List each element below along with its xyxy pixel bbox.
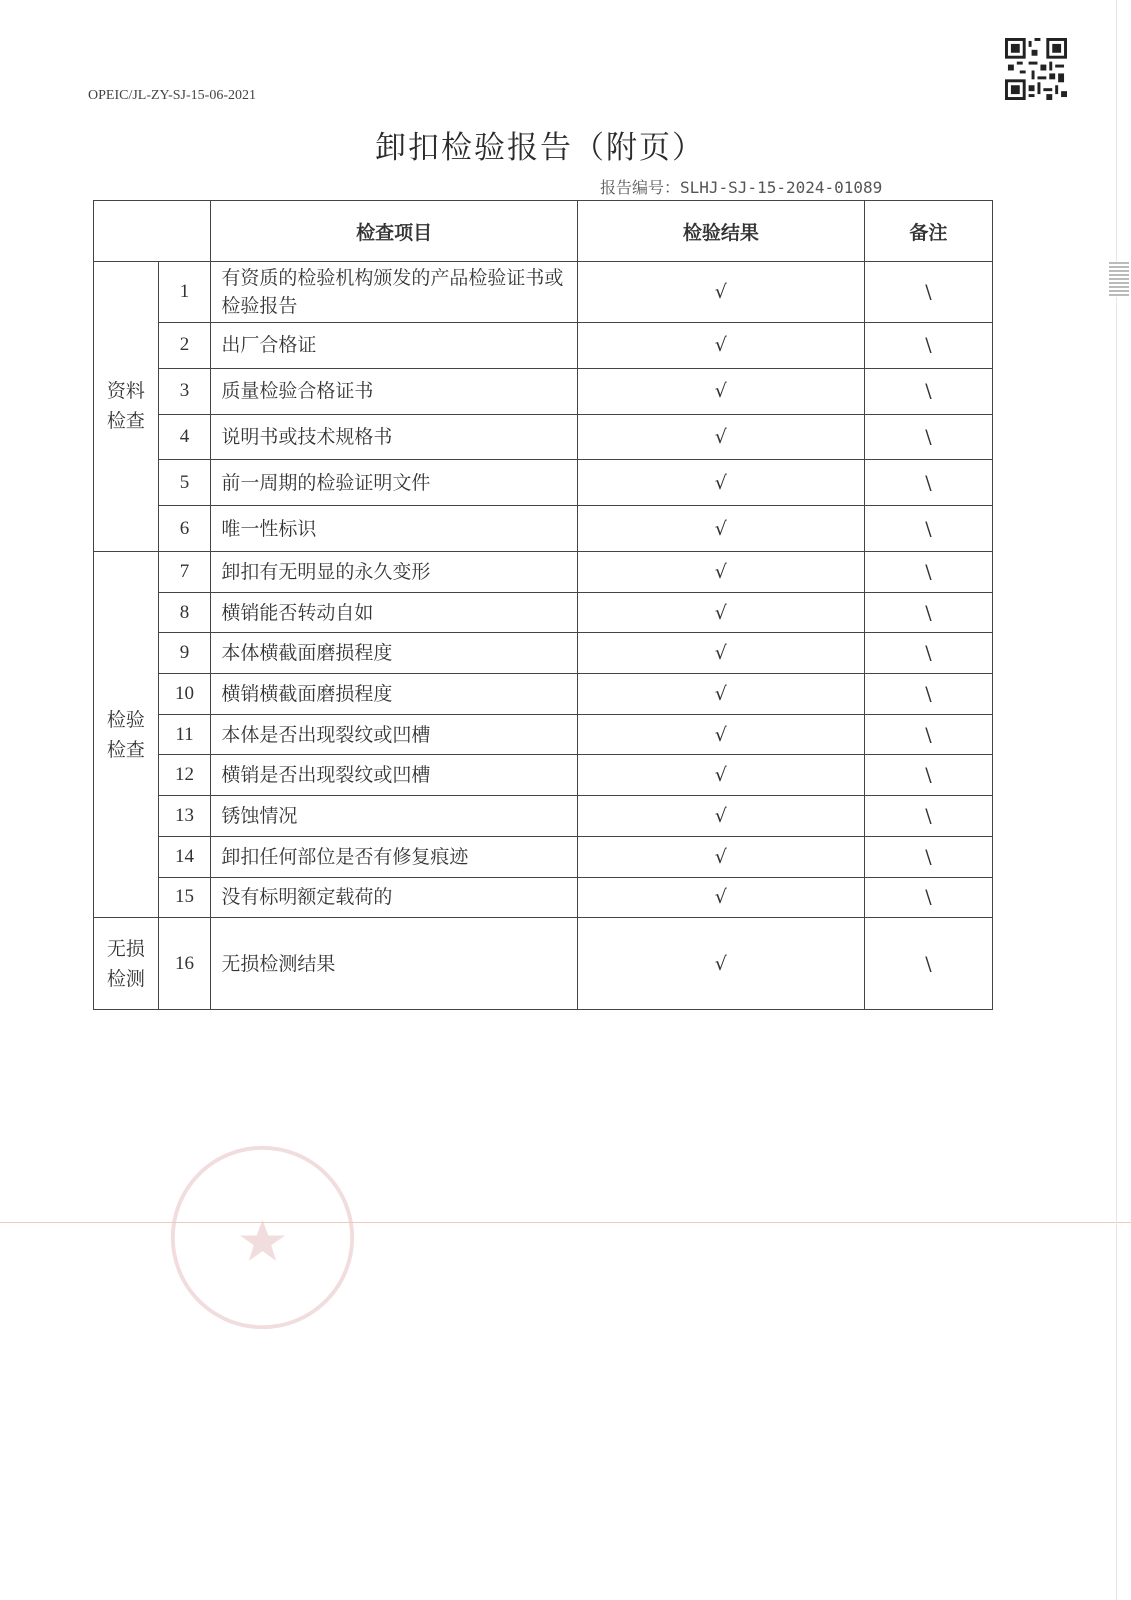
table-row bbox=[94, 368, 993, 414]
row-item: 横销是否出现裂纹或凹槽 bbox=[211, 755, 577, 796]
table-body bbox=[94, 262, 993, 1010]
page-edge bbox=[1116, 0, 1131, 1600]
row-note: \ bbox=[864, 714, 992, 755]
row-number: 11 bbox=[158, 714, 211, 755]
table-row bbox=[94, 796, 993, 837]
row-result: √ bbox=[577, 633, 864, 674]
row-result: √ bbox=[577, 551, 864, 592]
table-row bbox=[94, 755, 993, 796]
row-number: 8 bbox=[158, 592, 211, 633]
category-label: 资料 检查 bbox=[94, 262, 159, 552]
row-result: √ bbox=[577, 460, 864, 506]
row-number: 14 bbox=[158, 836, 211, 877]
row-note: \ bbox=[864, 368, 992, 414]
row-note: \ bbox=[864, 755, 992, 796]
row-number: 9 bbox=[158, 633, 211, 674]
row-item: 质量检验合格证书 bbox=[211, 368, 577, 414]
table-row bbox=[94, 551, 993, 592]
row-number: 4 bbox=[158, 414, 211, 460]
header-item: 检查项目 bbox=[211, 201, 577, 262]
row-item: 锈蚀情况 bbox=[211, 796, 577, 837]
header-corner-cell bbox=[94, 201, 211, 262]
official-seal-stamp bbox=[165, 1140, 360, 1335]
row-note: \ bbox=[864, 506, 992, 552]
category-label: 检验 检查 bbox=[94, 551, 159, 917]
row-result: √ bbox=[577, 796, 864, 837]
row-note: \ bbox=[864, 796, 992, 837]
row-note: \ bbox=[864, 633, 992, 674]
row-number: 1 bbox=[158, 262, 211, 323]
inspection-table bbox=[93, 200, 993, 1010]
row-note: \ bbox=[864, 877, 992, 918]
row-result: √ bbox=[577, 506, 864, 552]
row-item: 前一周期的检验证明文件 bbox=[211, 460, 577, 506]
row-note: \ bbox=[864, 918, 992, 1010]
row-result: √ bbox=[577, 262, 864, 323]
scan-edge-mark bbox=[1109, 262, 1129, 297]
row-item: 本体横截面磨损程度 bbox=[211, 633, 577, 674]
category-label: 无损 检测 bbox=[94, 918, 159, 1010]
row-note: \ bbox=[864, 323, 992, 369]
row-result: √ bbox=[577, 414, 864, 460]
row-item: 卸扣有无明显的永久变形 bbox=[211, 551, 577, 592]
row-item: 横销能否转动自如 bbox=[211, 592, 577, 633]
table-row bbox=[94, 460, 993, 506]
table-row bbox=[94, 323, 993, 369]
table-row bbox=[94, 674, 993, 715]
row-item: 无损检测结果 bbox=[211, 918, 577, 1010]
row-number: 13 bbox=[158, 796, 211, 837]
row-number: 10 bbox=[158, 674, 211, 715]
table-row bbox=[94, 877, 993, 918]
row-result: √ bbox=[577, 323, 864, 369]
row-note: \ bbox=[864, 460, 992, 506]
row-number: 12 bbox=[158, 755, 211, 796]
row-number: 6 bbox=[158, 506, 211, 552]
row-result: √ bbox=[577, 368, 864, 414]
row-note: \ bbox=[864, 592, 992, 633]
table-row bbox=[94, 262, 993, 323]
table-row bbox=[94, 633, 993, 674]
header-note: 备注 bbox=[864, 201, 992, 262]
table-header-row bbox=[94, 201, 993, 262]
row-number: 7 bbox=[158, 551, 211, 592]
form-code: OPEIC/JL-ZY-SJ-15-06-2021 bbox=[88, 88, 256, 103]
row-note: \ bbox=[864, 836, 992, 877]
row-number: 16 bbox=[158, 918, 211, 1010]
row-item: 没有标明额定载荷的 bbox=[211, 877, 577, 918]
row-item: 出厂合格证 bbox=[211, 323, 577, 369]
row-result: √ bbox=[577, 674, 864, 715]
row-note: \ bbox=[864, 551, 992, 592]
row-item: 有资质的检验机构颁发的产品检验证书或检验报告 bbox=[211, 262, 577, 323]
row-result: √ bbox=[577, 592, 864, 633]
page-title: 卸扣检验报告（附页） bbox=[375, 130, 705, 166]
row-item: 说明书或技术规格书 bbox=[211, 414, 577, 460]
row-result: √ bbox=[577, 877, 864, 918]
table-row bbox=[94, 918, 993, 1010]
table-row bbox=[94, 714, 993, 755]
inspection-table-wrap bbox=[93, 200, 993, 1010]
row-number: 2 bbox=[158, 323, 211, 369]
table-row bbox=[94, 414, 993, 460]
row-item: 本体是否出现裂纹或凹槽 bbox=[211, 714, 577, 755]
row-item: 唯一性标识 bbox=[211, 506, 577, 552]
row-item: 横销横截面磨损程度 bbox=[211, 674, 577, 715]
row-note: \ bbox=[864, 674, 992, 715]
qr-code-icon bbox=[1005, 38, 1067, 100]
row-number: 5 bbox=[158, 460, 211, 506]
header-result: 检验结果 bbox=[577, 201, 864, 262]
row-result: √ bbox=[577, 918, 864, 1010]
table-row bbox=[94, 506, 993, 552]
row-result: √ bbox=[577, 836, 864, 877]
row-result: √ bbox=[577, 755, 864, 796]
row-number: 3 bbox=[158, 368, 211, 414]
row-note: \ bbox=[864, 262, 992, 323]
table-row bbox=[94, 592, 993, 633]
row-result: √ bbox=[577, 714, 864, 755]
report-number: 报告编号：SLHJ-SJ-15-2024-01089 bbox=[600, 178, 883, 197]
row-item: 卸扣任何部位是否有修复痕迹 bbox=[211, 836, 577, 877]
row-note: \ bbox=[864, 414, 992, 460]
scan-artifact-line bbox=[0, 1222, 1131, 1223]
row-number: 15 bbox=[158, 877, 211, 918]
table-row bbox=[94, 836, 993, 877]
